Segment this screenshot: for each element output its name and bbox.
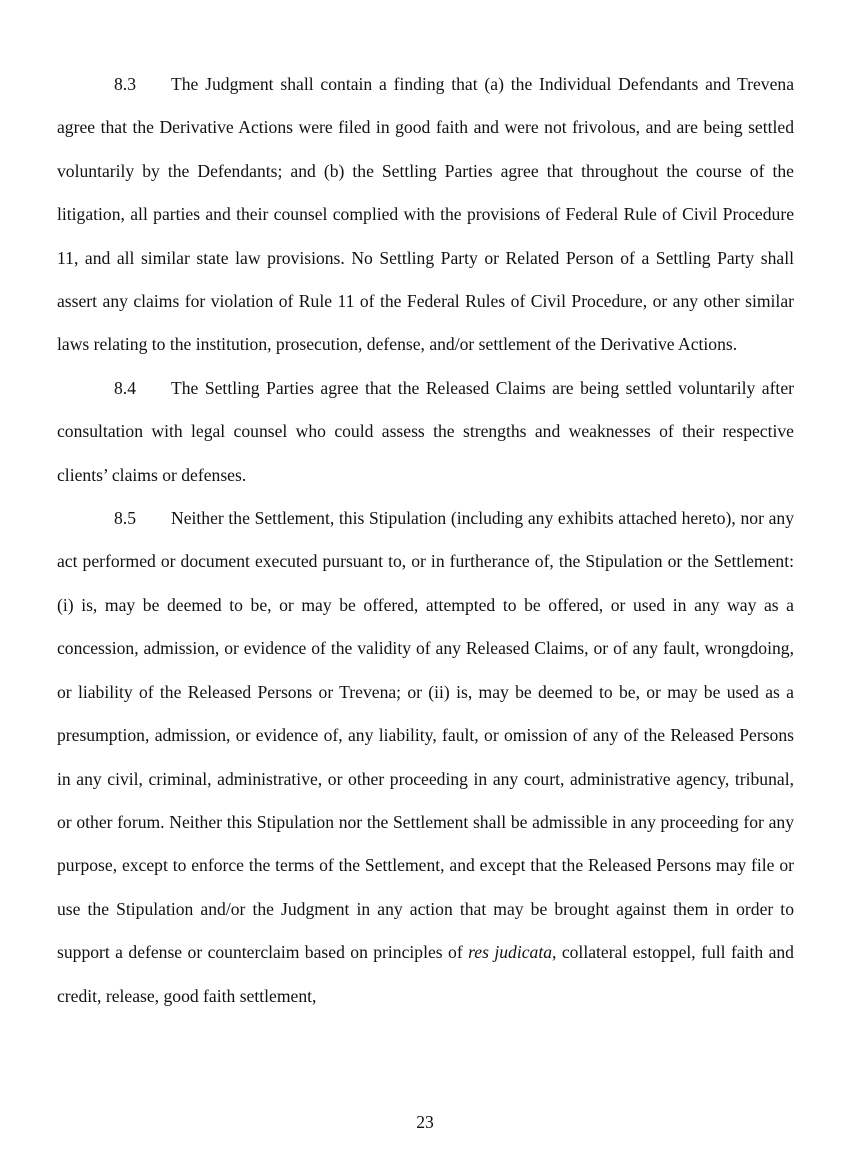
paragraph-8-4 [57,367,794,497]
paragraph-text: The Judgment shall contain a finding that (a) the Individual Defendants and Trevena agree that the Derivative Actions were filed in good faith and were not frivolous, and are being settled voluntarily by the Defendants; and (b) the Settling Parties agree that throughout the course of the litigation, all parties and their counsel complied with the provisions of Federal Rule of Civil Procedure 11, and all similar state law provisions. No Settling Party or Related Person of a Settling Party shall assert any claims for violation of Rule 11 of the Federal Rules of Civil Procedure, or any other similar laws relating to the institution, prosecution, defense, and/or settlement of the Derivative Actions. [57,74,794,355]
paragraph-text: Neither the Settlement, this Stipulation (including any exhibits attached hereto), nor any act performed or document executed pursuant to, or in furtherance of, the Stipulation or the Settlement: (i) is, may be deemed to be, or may be offered, attempted to be offered, or used in any way as a concession, admission, or evidence of the validity of any Released Claims, or of any fault, wrongdoing, or liability of the Released Persons or Trevena; or (ii) is, may be deemed to be, or may be used as a presumption, admission, or evidence of, any liability, fault, or omission of any of the Released Persons in any civil, criminal, administrative, or other proceeding in any court, administrative agency, tribunal, or other forum. Neither this Stipulation nor the Settlement shall be admissible in any proceeding for any purpose, except to enforce the terms of the Settlement, and except that the Released Persons may file or use the Stipulation and/or the Judgment in any action that may be brought against them in order to support a defense or counterclaim based on principles of [57,508,794,963]
italic-term: res judicata [468,942,553,963]
paragraph-8-3 [57,63,794,367]
paragraph-number: 8.4 [114,377,136,398]
paragraph-text: The Settling Parties agree that the Released Claims are being settled voluntarily after consultation with legal counsel who could assess the strengths and weaknesses of their respective clients’ claims or defenses. [57,377,794,485]
document-page [57,63,794,1018]
page-number: 23 [416,1112,434,1132]
paragraph-text-continued: , collateral estoppel, full faith and credit, release, good faith settlement, [57,942,794,1006]
paragraph-8-5 [57,497,794,1018]
paragraph-number: 8.5 [114,508,136,529]
paragraph-number: 8.3 [114,74,136,94]
